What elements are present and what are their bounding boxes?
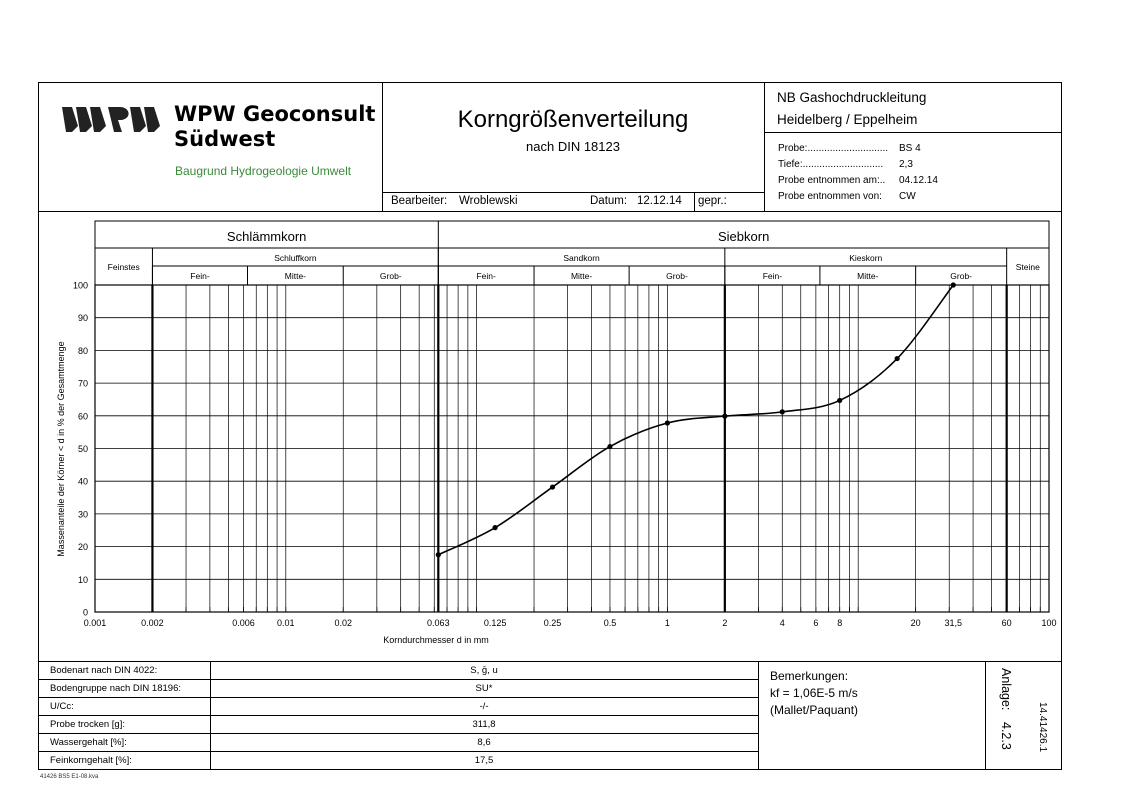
company-name-line2: Südwest [174, 127, 276, 151]
x-tick-label: 4 [779, 618, 785, 628]
bearbeiter-value: Wroblewski [459, 195, 518, 207]
datum-label: Datum: [590, 195, 628, 207]
x-tick-label: 1 [664, 618, 670, 628]
x-tick-label: 0.125 [483, 618, 507, 628]
y-tick-label: 20 [77, 542, 88, 553]
x-tick-label: 6 [813, 618, 819, 628]
results-row-rule [38, 679, 758, 680]
data-point [951, 282, 956, 287]
fraction-group-label: Siebkorn [718, 229, 770, 244]
footer-code: 41426 BS5 E1-08.kva [40, 774, 99, 780]
probe-label: Probe:............................. [778, 143, 889, 154]
data-point [780, 409, 785, 414]
x-tick-label: 0.25 [543, 618, 562, 628]
results-top-rule [38, 661, 1062, 662]
results-row-label: Bodengruppe nach DIN 18196: [50, 683, 181, 694]
fraction-label: Sandkorn [563, 253, 600, 263]
subfraction-label: Mitte- [284, 271, 307, 281]
tiefe-value: 2,3 [899, 159, 913, 170]
entnommen-am-label: Probe entnommen am:.. [778, 175, 886, 186]
data-point [550, 484, 555, 489]
results-row-rule [38, 751, 758, 752]
x-tick-label: 0.063 [427, 618, 450, 628]
x-tick-label: 0.002 [141, 618, 164, 628]
data-point [722, 414, 727, 419]
x-tick-label: 0.5 [603, 618, 617, 628]
y-tick-label: 60 [77, 411, 88, 422]
x-tick-label: 0.006 [232, 618, 255, 628]
chart-grid [95, 285, 1049, 612]
x-tick-label: 0.001 [83, 618, 107, 628]
results-row-value: 311,8 [472, 719, 496, 730]
chart-axes [73, 281, 1057, 629]
remarks-divider [758, 661, 759, 770]
y-tick-label: 40 [77, 476, 88, 487]
y-tick-label: 50 [77, 444, 88, 454]
x-tick-label: 0.02 [334, 618, 353, 628]
results-row-label: U/Cc: [50, 701, 74, 712]
fraction-label: Steine [1015, 262, 1040, 272]
results-row-label: Bodenart nach DIN 4022: [50, 665, 158, 676]
project-number: 14.41426.1 [1037, 702, 1048, 753]
remarks-title: Bemerkungen: [770, 669, 849, 683]
y-tick-label: 10 [77, 574, 88, 585]
results-row-value: S, ḡ, u [470, 665, 498, 676]
x-axis-label: Korndurchmesser d in mm [383, 635, 489, 645]
entnommen-von-value: CW [899, 191, 916, 202]
subfraction-label: Fein- [190, 271, 210, 281]
results-row-label: Wassergehalt [%]: [50, 737, 127, 748]
data-point [665, 420, 670, 425]
anlage-value: 4.2.3 [999, 722, 1013, 750]
project-line1: NB Gashochdruckleitung [777, 90, 927, 105]
data-point [895, 356, 900, 361]
company-tagline: Baugrund Hydrogeologie Umwelt [175, 164, 352, 178]
gepr-label: gepr.: [698, 195, 727, 207]
anlage-divider [985, 661, 986, 770]
subfraction-label: Mitte- [857, 271, 879, 281]
x-tick-label: 0.01 [277, 618, 295, 628]
fraction-group-label: Schlämmkorn [226, 229, 307, 244]
entnommen-am-value: 04.12.14 [899, 175, 938, 186]
results-row-value: -/- [479, 701, 489, 712]
x-tick-label: 20 [910, 618, 921, 628]
anlage-label: Anlage: [999, 668, 1013, 711]
data-point [607, 444, 612, 449]
subfraction-label: Fein- [762, 271, 783, 281]
x-tick-label: 100 [1041, 618, 1057, 628]
y-tick-label: 30 [77, 509, 88, 520]
subfraction-label: Mitte- [570, 271, 593, 281]
y-tick-label: 0 [82, 607, 88, 618]
page-subtitle: nach DIN 18123 [526, 139, 620, 154]
x-tick-label: 60 [1001, 618, 1012, 628]
fraction-label: Schluffkorn [274, 253, 317, 263]
fraction-label: Feinstes [107, 262, 140, 272]
fraction-label: Kieskorn [849, 253, 883, 263]
chart-series [436, 282, 956, 557]
probe-value: BS 4 [899, 143, 921, 154]
results-row-value: 8,6 [477, 737, 491, 748]
results-row-rule [38, 715, 758, 716]
page-title: Korngrößenverteilung [457, 106, 689, 133]
y-tick-label: 70 [77, 378, 88, 389]
x-tick-label: 31,5 [944, 618, 963, 628]
subfraction-label: Grob- [666, 271, 688, 281]
results-row-rule [38, 697, 758, 698]
y-tick-label: 80 [77, 345, 88, 356]
data-point [436, 552, 441, 557]
datum-value: 12.12.14 [637, 195, 682, 207]
fraction-header [95, 221, 1049, 285]
subfraction-label: Grob- [950, 271, 973, 281]
grading-curve [438, 285, 953, 555]
company-name-line1: WPW Geoconsult [174, 102, 376, 126]
entnommen-von-label: Probe entnommen von: [778, 191, 882, 202]
y-tick-label: 100 [72, 280, 88, 291]
results-row-label: Feinkorngehalt [%]: [50, 755, 132, 766]
bearbeiter-label: Bearbeiter: [391, 195, 448, 207]
data-point [837, 398, 842, 403]
project-line2: Heidelberg / Eppelheim [777, 112, 918, 127]
tiefe-label: Tiefe:............................. [778, 159, 884, 170]
remarks-line1: kf = 1,06E-5 m/s [770, 686, 858, 700]
subfraction-label: Fein- [476, 271, 496, 281]
remarks-line2: (Mallet/Paquant) [770, 703, 859, 717]
x-tick-label: 8 [837, 618, 843, 628]
results-row-rule [38, 733, 758, 734]
y-tick-label: 90 [77, 313, 88, 324]
x-tick-label: 2 [722, 618, 728, 628]
results-row-label: Probe trocken [g]: [50, 719, 125, 730]
results-row-value: SU* [475, 683, 493, 694]
subfraction-label: Grob- [379, 271, 402, 281]
data-point [492, 525, 497, 530]
results-row-value: 17,5 [474, 755, 494, 766]
y-axis-label: Massenanteile der Körner < d in % der Gesamtmenge [56, 341, 66, 557]
